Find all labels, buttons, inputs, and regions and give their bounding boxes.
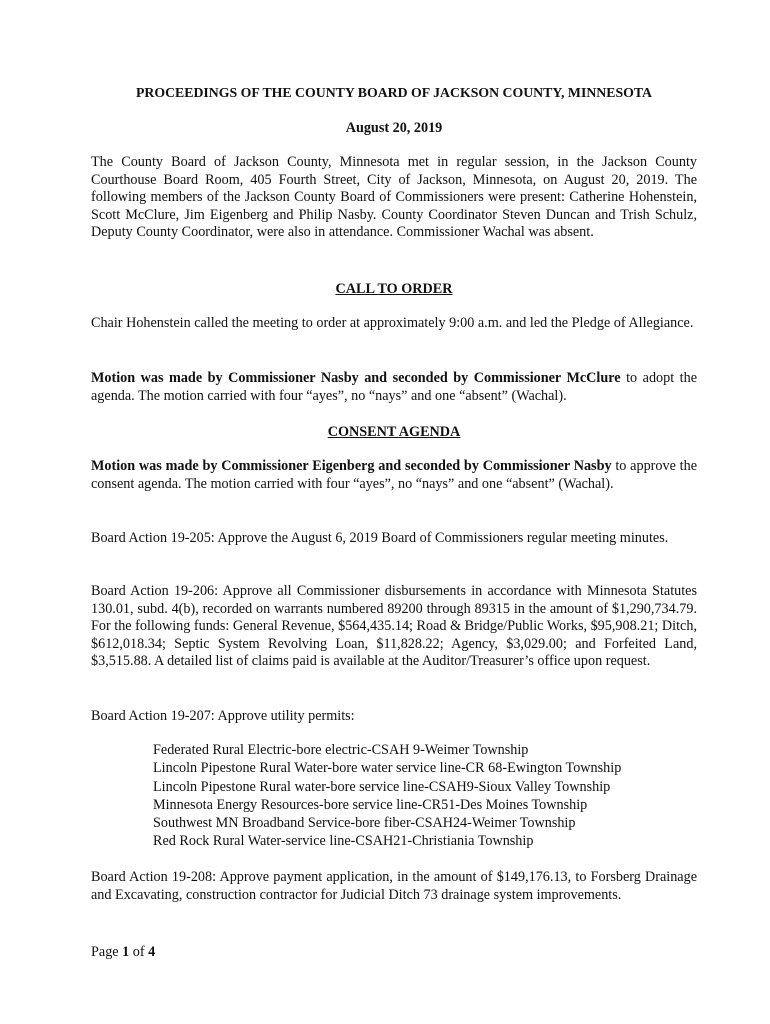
page-label: Page xyxy=(91,944,119,960)
call-to-order-paragraph: Chair Hohenstein called the meeting to order at approximately 9:00 a.m. and led the Pledge of Allegiance. xyxy=(91,315,694,331)
document-title: PROCEEDINGS OF THE COUNTY BOARD OF JACKSON COUNTY, MINNESOTA xyxy=(135,85,653,100)
agenda-motion-paragraph xyxy=(91,370,697,405)
consent-agenda-heading: CONSENT AGENDA xyxy=(327,424,461,440)
of-label: of xyxy=(132,944,145,960)
permit-item: Lincoln Pipestone Rural Water-bore water service line-CR 68-Ewington Township xyxy=(153,760,622,777)
permit-item: Lincoln Pipestone Rural water-bore service line-CSAH9-Sioux Valley Township xyxy=(153,778,611,795)
page-number: 1 xyxy=(122,944,130,960)
permit-item: Minnesota Energy Resources-bore service line-CR51-Des Moines Township xyxy=(153,796,588,813)
consent-motion-text: to approve the consent agenda. The motion carried with four “ayes”, no “nays” and one “absent” (Wachal). xyxy=(91,458,697,492)
consent-motion-paragraph xyxy=(91,458,697,493)
board-action-205: Board Action 19-205: Approve the August 6, 2019 Board of Commissioners regular meeting minutes. xyxy=(91,530,669,546)
agenda-motion-bold: Motion was made by Commissioner Nasby and seconded by Commissioner McClure xyxy=(91,370,621,386)
utility-permits-list xyxy=(153,742,713,852)
permit-item: Southwest MN Broadband Service-bore fiber-CSAH24-Weimer Township xyxy=(153,815,576,832)
call-to-order-heading: CALL TO ORDER xyxy=(335,281,453,297)
permit-item: Red Rock Rural Water-service line-CSAH21-Christiania Township xyxy=(153,833,534,850)
board-action-206: Board Action 19-206: Approve all Commissioner disbursements in accordance with Minnesota Statutes 130.01, subd. 4(b), recorded on warrants numbered 89200 through 89315 in the amount of $1,290,734.79. For the following funds: General Revenue, $564,435.14; Road & Bridge/Public Works, $95,908.21; Ditch, $612,018.34; Septic System Revolving Loan, $11,828.22; Agency, $3,029.00; and Forfeited Land, $3,515.88. A detailed list of claims paid is available at the Auditor/Treasurer’s office upon request. xyxy=(91,583,697,670)
intro-paragraph: The County Board of Jackson County, Minnesota met in regular session, in the Jackson County Courthouse Board Room, 405 Fourth Street, City of Jackson, Minnesota, on August 20, 2019. The following members of the Jackson County Board of Commissioners were present: Catherine Hohenstein, Scott McClure, Jim Eigenberg and Philip Nasby. County Coordinator Steven Duncan and Trish Schulz, Deputy County Coordinator, were also in attendance. Commissioner Wachal was absent. xyxy=(91,154,697,241)
permit-item: Federated Rural Electric-bore electric-CSAH 9-Weimer Township xyxy=(153,742,529,758)
board-action-207: Board Action 19-207: Approve utility permits: xyxy=(91,708,355,724)
meeting-date: August 20, 2019 xyxy=(345,120,443,136)
agenda-motion-text: to adopt the agenda. The motion carried with four “ayes”, no “nays” and one “absent” (Wachal). xyxy=(91,370,698,404)
page-footer xyxy=(91,944,155,962)
consent-motion-bold: Motion was made by Commissioner Eigenberg and seconded by Commissioner Nasby xyxy=(91,458,612,474)
total-pages: 4 xyxy=(148,944,156,960)
board-action-208: Board Action 19-208: Approve payment application, in the amount of $149,176.13, to Forsberg Drainage and Excavating, construction contractor for Judicial Ditch 73 drainage system improvements. xyxy=(91,869,697,903)
